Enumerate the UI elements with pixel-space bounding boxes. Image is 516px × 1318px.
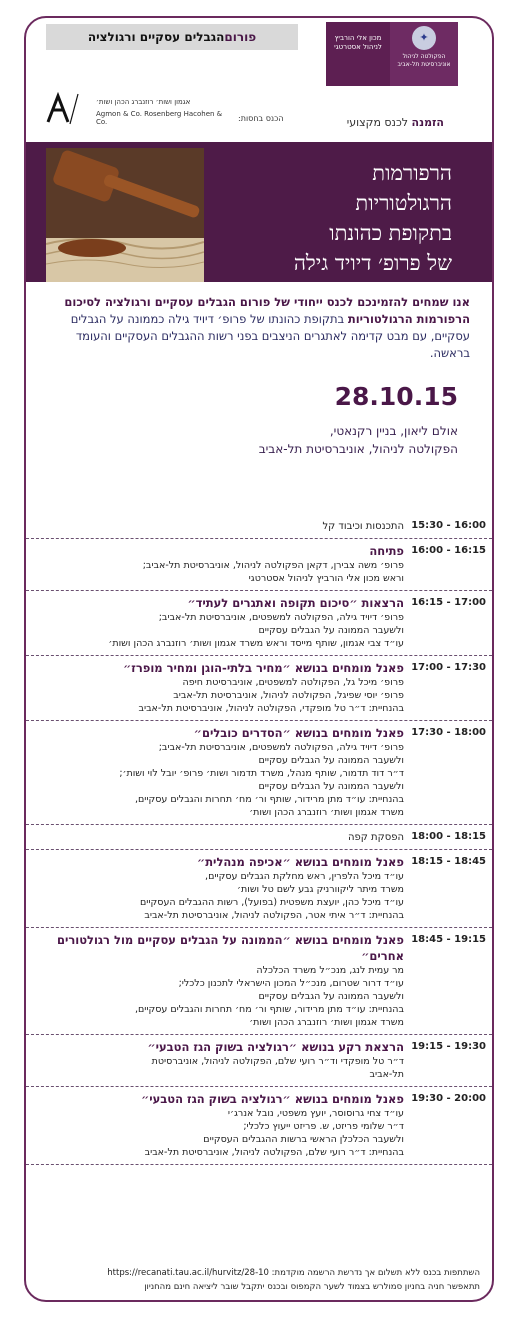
speaker-line: עו״ד מיכל הלפרין, ראש מחלקת הגבלים עסקיים, xyxy=(205,871,404,882)
parking-note: תתאפשר חניה בחניון סמולרש בצמוד לשער הקמפוס ובכנס יתקבל שובר ליציאה חינם מהחניון xyxy=(144,1282,480,1292)
venue-line: אולם ליאון, בניין רקנאטי, xyxy=(329,424,458,438)
schedule-content xyxy=(26,725,404,819)
schedule-content xyxy=(26,1039,404,1081)
hurvitz-institute-logo xyxy=(326,22,390,86)
invitation-label-rest: לכנס מקצועי xyxy=(346,116,412,129)
hurvitz-logo-text: מכון אלי הורביץ לניהול אסטרטגי xyxy=(334,34,382,52)
schedule-time: 16:00 - 16:15 xyxy=(411,545,486,556)
event-title-line: הרפורמות xyxy=(372,161,452,185)
speaker-line: בהנחיית: ד״ר טל מופקדי, הפקולטה לניהול, אוניברסיטת תל-אביב xyxy=(138,703,404,714)
session-title: פאנל מומחים בנושא ״רגולציה בשוק הגז הטבעי״ xyxy=(141,1092,404,1106)
schedule-content xyxy=(26,932,404,1029)
speaker-line: ד״ר דוד תדמור, שותף מנהל, משרד תדמור ושות׳ פרופ׳ יובל לוי ושות׳; xyxy=(119,768,404,779)
schedule-content xyxy=(26,829,404,844)
tau-logo-text: הפקולטה לניהול אוניברסיטת תל-אביב xyxy=(397,53,451,68)
speaker-line: וראש מכון אלי הורביץ לניהול אסטרטגי xyxy=(248,573,404,584)
invitation-card xyxy=(24,16,494,1302)
event-title-line: הרגולטוריות xyxy=(355,191,452,215)
registration-note: השתתפות בכנס ללא תשלום אך נדרשת הרשמה מוקדמת: https://recanati.tau.ac.il/hurvitz/28-10 xyxy=(107,1268,480,1278)
speaker-line: עו״ד מיכל כהן, יועצת משפטית (בפועל), רשות ההגבלים העסקיים xyxy=(139,897,404,908)
session-title: פאנל מומחים בנושא ״מחיר בלתי-הוגן ומחיר מופרז״ xyxy=(123,661,404,675)
invitation-label xyxy=(347,116,444,129)
schedule-content xyxy=(26,518,404,533)
title-banner xyxy=(26,142,492,282)
speaker-line: משרד מיתר ליקוורניק גבע לשם טל ושות׳ xyxy=(237,884,404,895)
schedule-plain: התכנסות וכיבוד קל xyxy=(322,521,404,532)
schedule-row xyxy=(26,825,492,850)
schedule-row xyxy=(26,591,492,656)
header xyxy=(26,18,492,138)
agmon-logo xyxy=(44,92,234,134)
schedule-row xyxy=(26,514,492,539)
schedule-time: 18:45 - 19:15 xyxy=(411,934,486,945)
speaker-line: בהנחיית: ד״ר רועי שלם, הפקולטה לניהול, אוניברסיטת תל-אביב xyxy=(144,1147,404,1158)
agmon-logo-icon xyxy=(44,92,94,126)
speaker-line: תל-אביב xyxy=(369,1069,404,1080)
schedule-time: 19:30 - 20:00 xyxy=(411,1093,486,1104)
gavel-book-image xyxy=(46,148,204,282)
venue-line: הפקולטה לניהול, אוניברסיטת תל-אביב xyxy=(258,442,458,456)
speaker-line: ד״ר טל מופקדי וד״ר רועי שלם, הפקולטה לניהול, אוניברסיטת xyxy=(151,1056,404,1067)
schedule-row xyxy=(26,656,492,721)
session-title: פאנל מומחים בנושא ״אכיפה מנהלית״ xyxy=(197,855,404,869)
schedule-time: 18:15 - 18:45 xyxy=(411,856,486,867)
session-title: פתיחה xyxy=(369,544,404,558)
speaker-line: ולשעבר הממונה על הגבלים עסקיים xyxy=(258,755,404,766)
schedule-content xyxy=(26,543,404,585)
event-title-line: של פרופ׳ דיויד גילה xyxy=(293,251,452,275)
schedule-time: 16:15 - 17:00 xyxy=(411,597,486,608)
speaker-line: בהנחיית: עו״ד מתן מרידור, שותף ור׳ מח׳ תחרות והגבלים עסקיים, xyxy=(134,1004,404,1015)
intro-bold: אנו שמחים להזמינכם לכנס ייחודי של פורום הגבלים עסקיים ורגולציה לסיכום הרפורמות הרגולטוריות xyxy=(64,295,470,326)
speaker-line: משרד אגמון ושות׳ רוזנברג הכהן ושות׳ xyxy=(249,1017,404,1028)
speaker-line: ולשעבר הממונה על הגבלים עסקיים xyxy=(258,781,404,792)
speaker-line: עו״ד צבי אגמון, שותף מייסד וראש משרד אגמון ושות׳ רוזנברג הכהן ושות׳ xyxy=(108,638,404,649)
schedule-time: 17:00 - 17:30 xyxy=(411,662,486,673)
agmon-name-hebrew: אגמון ושות׳ רוזנברג הכהן ושות׳ xyxy=(96,98,191,106)
schedule-time: 18:00 - 18:15 xyxy=(411,831,486,842)
tau-management-logo xyxy=(390,22,458,86)
speaker-line: עו״ד דרור שטרום, מנכ״ל המכון הישראלי לתכנון כלכלי; xyxy=(178,978,404,989)
schedule-content xyxy=(26,854,404,922)
speaker-line: בהנחיית: ד״ר איתי אטר, הפקולטה לניהול, אוניברסיטת תל-אביב xyxy=(144,910,404,921)
speaker-line: פרופ׳ דיויד גילה, הפקולטה למשפטים, אוניברסיטת תל-אביב; xyxy=(158,742,404,753)
university-logos xyxy=(326,22,458,86)
event-title-line: בתקופת כהונתו xyxy=(329,221,452,245)
speaker-line: פרופ׳ משה צבירן, דקאן הפקולטה לניהול, אוניברסיטת תל-אביב; xyxy=(142,560,404,571)
footer xyxy=(38,1266,480,1294)
session-title: הרצאות ״סיכום תקופה ואתגרים לעתיד״ xyxy=(187,596,404,610)
event-venue xyxy=(259,422,458,458)
intro-paragraph xyxy=(40,294,470,362)
speaker-line: ד״ר שלומי פריזט, ש. פריזט ייעוץ כלכלי; xyxy=(243,1121,404,1132)
schedule-time: 19:15 - 19:30 xyxy=(411,1041,486,1052)
schedule-content xyxy=(26,1091,404,1159)
schedule-row xyxy=(26,721,492,825)
schedule-content xyxy=(26,595,404,650)
speaker-line: עו״ד צחי גרוסוסר, יועץ משפטי, נובל אנרג׳י xyxy=(227,1108,404,1119)
speaker-line: פרופ׳ יוסי שפיגל, הפקולטה לניהול, אוניברסיטת תל-אביב xyxy=(173,690,404,701)
speaker-line: פרופ׳ מיכל גל, הפקולטה למשפטים, אוניברסיטת חיפה xyxy=(182,677,404,688)
agmon-name-english: Agmon & Co. Rosenberg Hacohen & Co. xyxy=(96,110,223,126)
intro-rest: בתקופת כהונתו של פרופ׳ דיויד גילה כממונה על הגבלים עסקיים, עם מבט קדימה לאתגרים הניצבים בפני רשות ההגבלים העסקיים והעומד בראשה. xyxy=(70,312,470,360)
schedule-time: 15:30 - 16:00 xyxy=(411,520,486,531)
speaker-line: בהנחיית: עו״ד מתן מרידור, שותף ור׳ מח׳ תחרות והגבלים עסקיים, xyxy=(134,794,404,805)
speaker-line: משרד אגמון ושות׳ רוזנברג הכהן ושות׳ xyxy=(249,807,404,818)
schedule-row xyxy=(26,850,492,928)
forum-tag xyxy=(46,24,298,50)
schedule-row xyxy=(26,928,492,1035)
schedule xyxy=(26,514,492,1165)
event-date: 28.10.15 xyxy=(334,382,458,411)
tau-seal-icon: ✦ xyxy=(412,26,436,50)
speaker-line: ולשעבר הממונה על הגבלים עסקיים xyxy=(258,991,404,1002)
forum-tag-accent: פורום xyxy=(224,30,257,44)
session-title: הרצאת רקע בנושא ״רגולציה בשוק הגז הטבעי״ xyxy=(147,1040,404,1054)
speaker-line: פרופ׳ דיויד גילה, הפקולטה למשפטים, אוניברסיטת תל-אביב; xyxy=(158,612,404,623)
schedule-time: 17:30 - 18:00 xyxy=(411,727,486,738)
speaker-line: ולשעבר הכלכלן הראשי ברשות ההגבלים העסקיים xyxy=(203,1134,404,1145)
schedule-content xyxy=(26,660,404,715)
session-title: פאנל מומחים בנושא ״הממונה על הגבלים עסקיים מול רגולטורים אחרים״ xyxy=(56,933,404,963)
session-title: פאנל מומחים בנושא ״הסדרים כובלים״ xyxy=(193,726,404,740)
schedule-plain: הפסקת קפה xyxy=(348,832,404,843)
event-title xyxy=(192,158,452,278)
sponsor-label: הכנס בחסות: xyxy=(238,114,284,123)
invitation-label-bold: הזמנה xyxy=(411,116,444,129)
forum-tag-text: הגבלים עסקיים ורגולציה xyxy=(87,30,225,44)
speaker-line: מר עמית לנג, מנכ״ל משרד הכלכלה xyxy=(256,965,404,976)
speaker-line: ולשעבר הממונה על הגבלים עסקיים xyxy=(258,625,404,636)
schedule-row xyxy=(26,539,492,591)
schedule-row xyxy=(26,1087,492,1165)
schedule-row xyxy=(26,1035,492,1087)
